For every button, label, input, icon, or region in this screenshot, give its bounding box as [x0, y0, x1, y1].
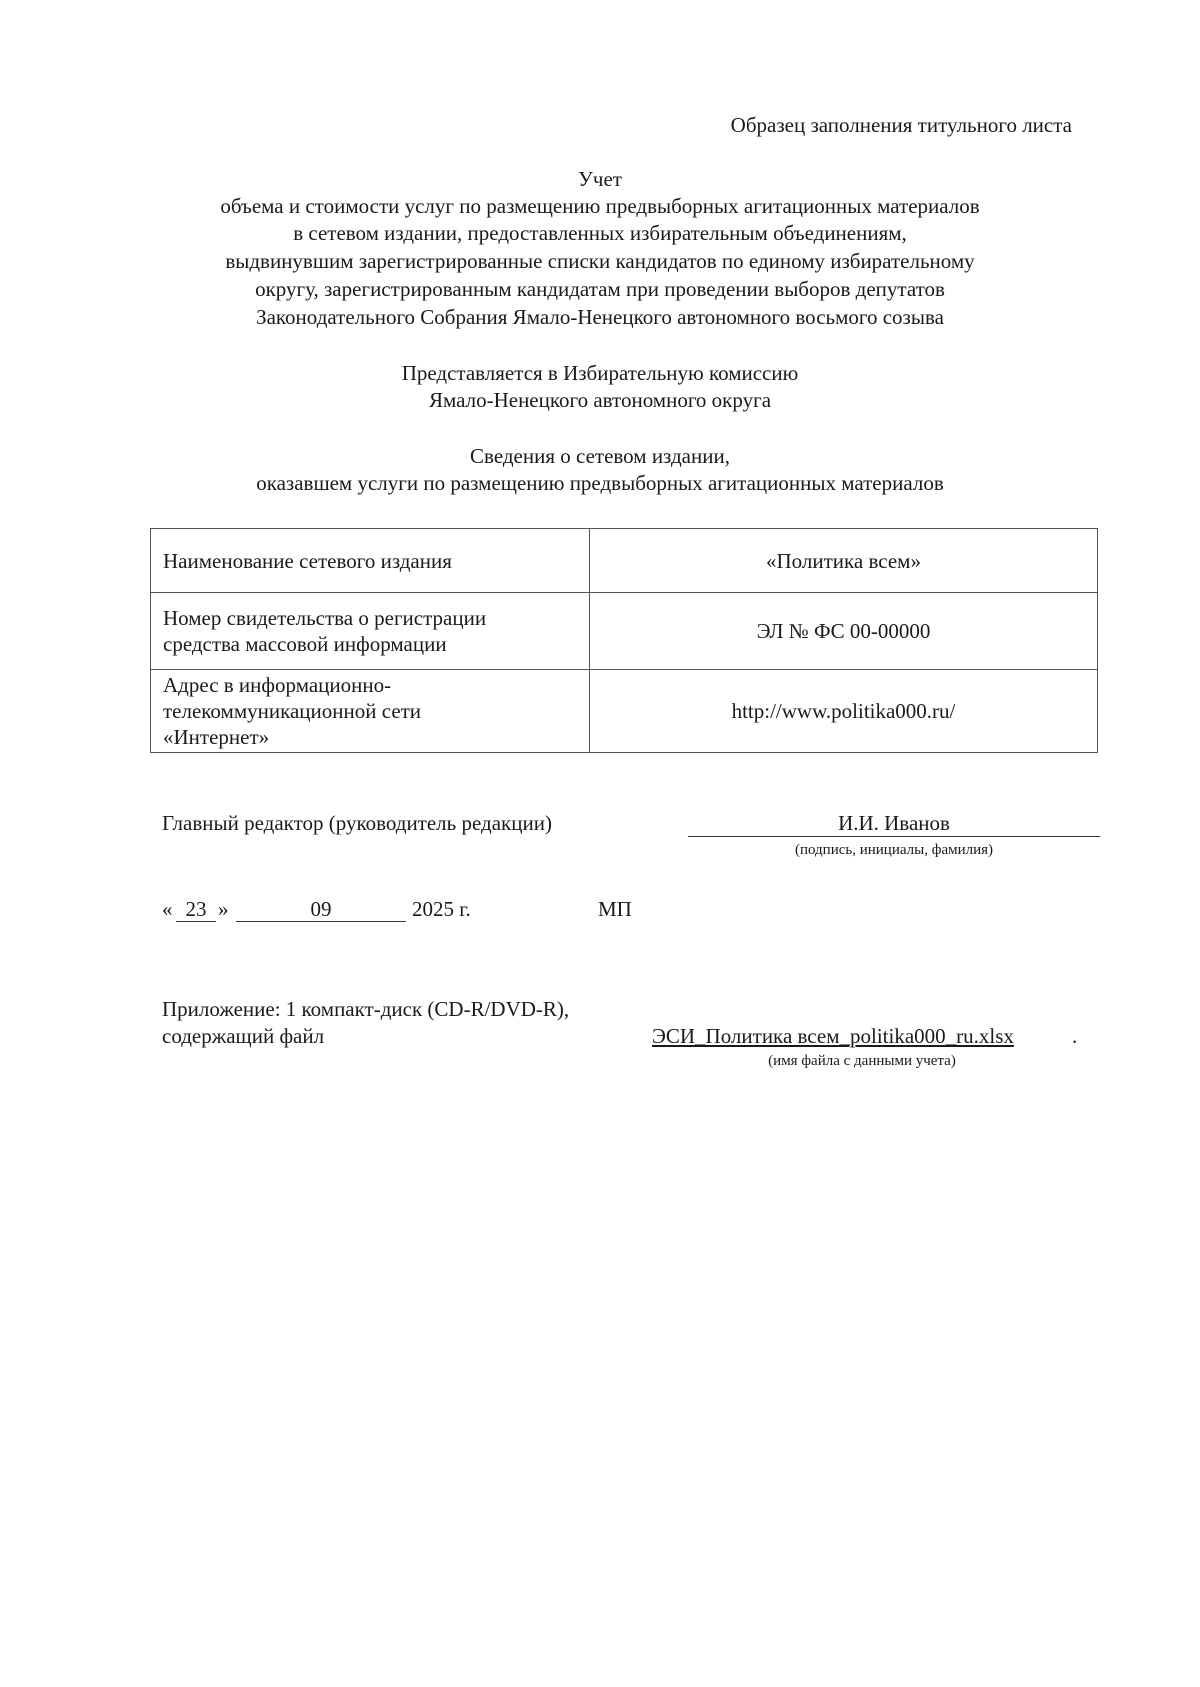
title-line: округу, зарегистрированным кандидатам при проведении выборов депутатов: [255, 277, 945, 301]
date-close-quote: »: [218, 897, 229, 921]
submitted-to-line: Ямало-Ненецкого автономного округа: [428, 388, 772, 412]
date-year: 2025 г.: [412, 897, 471, 921]
table-value: ЭЛ № ФС 00-00000: [756, 619, 931, 643]
table-label: «Интернет»: [163, 725, 270, 749]
table-label: Адрес в информационно-: [163, 673, 392, 697]
signature-role: Главный редактор (руководитель редакции): [162, 811, 552, 835]
attachment-caption: (имя файла с данными учета): [768, 1053, 956, 1069]
attachment-filename-end: .: [1072, 1024, 1078, 1048]
table-value-cell: [590, 529, 1098, 593]
date-day: 23: [185, 897, 207, 921]
date-day-line: [176, 921, 216, 922]
table-row: [151, 529, 1098, 593]
info-heading-line: оказавшем услуги по размещению предвыборных агитационных материалов: [256, 471, 944, 495]
signature-name: И.И. Иванов: [838, 811, 950, 835]
submitted-to-line: Представляется в Избирательную комиссию: [401, 361, 799, 385]
attachment-line: Приложение: 1 компакт-диск (CD-R/DVD-R),: [162, 997, 570, 1021]
title-line: в сетевом издании, предоставленных избирательным объединениям,: [293, 221, 907, 245]
table-row: [151, 670, 1098, 753]
table-row: [151, 593, 1098, 670]
date-open-quote: «: [162, 897, 173, 921]
table-label: телекоммуникационной сети: [163, 699, 422, 723]
signature-caption: (подпись, инициалы, фамилия): [794, 842, 994, 858]
signature-line: [688, 836, 1100, 837]
table-label: Наименование сетевого издания: [163, 548, 452, 573]
table-label-cell: [151, 670, 590, 753]
table-value: «Политика всем»: [766, 548, 921, 573]
table-value: http://www.politika000.ru/: [731, 699, 956, 723]
table-value-cell: [590, 670, 1098, 753]
stamp-place: МП: [598, 897, 632, 921]
date-month-line: [236, 921, 406, 922]
date-month: 09: [310, 897, 332, 921]
title-line: выдвинувшим зарегистрированные списки кандидатов по единому избирательному: [225, 249, 975, 273]
info-heading-line: Сведения о сетевом издании,: [470, 444, 730, 468]
title-line: объема и стоимости услуг по размещению предвыборных агитационных материалов: [220, 194, 980, 218]
table-label: средства массовой информации: [163, 632, 447, 656]
title-line: Учет: [578, 167, 622, 191]
publication-info-table: [150, 528, 1098, 753]
title-line: Законодательного Собрания Ямало-Ненецкого автономного восьмого созыва: [256, 305, 944, 329]
table-value-cell: [590, 593, 1098, 670]
table-label: Номер свидетельства о регистрации: [163, 606, 487, 630]
attachment-line: содержащий файл: [162, 1024, 325, 1048]
attachment-filename: ЭСИ_Политика всем_politika000_ru.xlsx: [652, 1024, 1014, 1048]
table-label-cell: [151, 593, 590, 670]
table-label-cell: [151, 529, 590, 593]
sample-note: Образец заполнения титульного листа: [730, 113, 1072, 137]
